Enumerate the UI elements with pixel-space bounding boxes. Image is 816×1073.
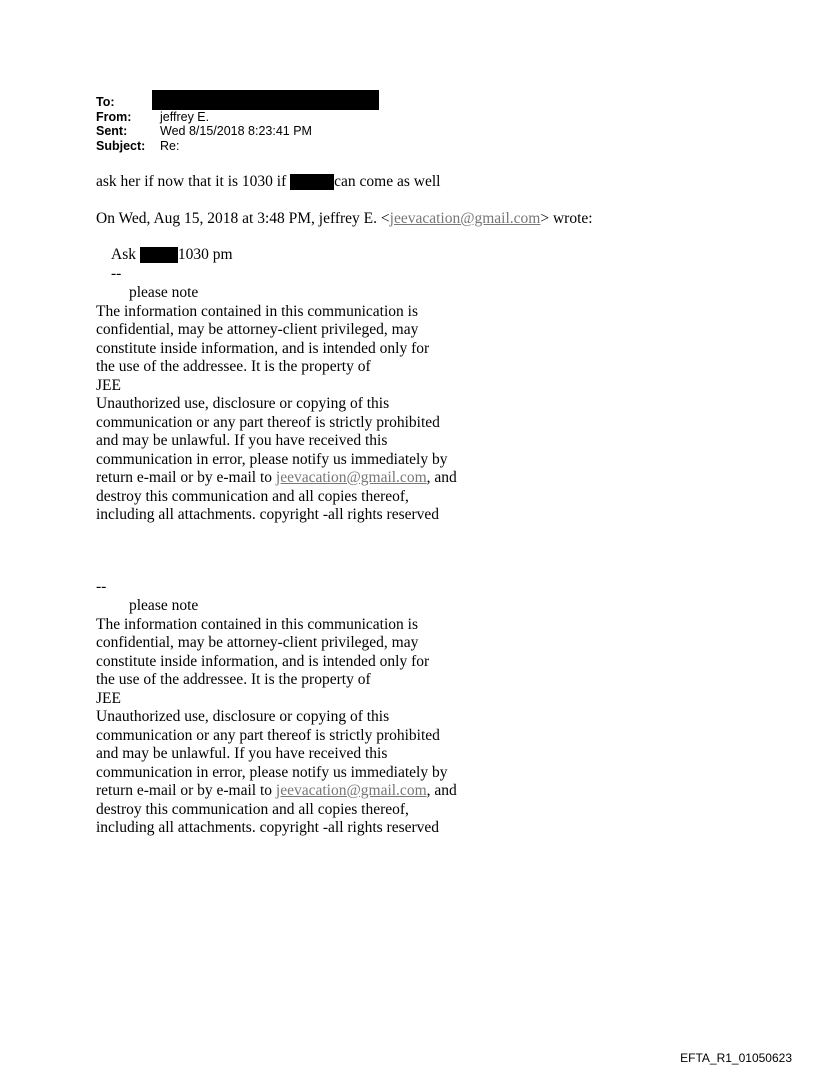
disclaimer-line: communication or any part thereof is strictly prohibited	[96, 413, 440, 431]
disclaimer-line: communication in error, please notify us immediately by	[96, 450, 448, 468]
disclaimer-line: confidential, may be attorney-client privileged, may	[96, 321, 419, 338]
disclaimer-line: Unauthorized use, disclosure or copying of this	[96, 395, 390, 412]
disclaimer-line: Unauthorized use, disclosure or copying of this	[96, 708, 390, 725]
disclaimer-email-link[interactable]: jeevacation@gmail.com	[275, 469, 427, 486]
quoted-text-before: Ask	[111, 246, 136, 263]
to-label: To:	[96, 95, 115, 109]
document-id: EFTA_R1_01050623	[680, 1051, 792, 1065]
subject-value: Re:	[160, 138, 180, 153]
disclaimer-line: constitute inside information, and is intended only for	[96, 339, 430, 357]
reply-redaction	[290, 174, 334, 190]
signature-separator: --	[96, 578, 107, 595]
quoted-text-after: 1030 pm	[177, 246, 233, 263]
disclaimer-line: destroy this communication and all copies thereof,	[96, 800, 409, 818]
from-label: From:	[96, 109, 132, 124]
reply-text-after: can come as well	[334, 173, 441, 190]
subject-label: Subject:	[96, 138, 146, 153]
disclaimer-line: confidential, may be attorney-client privileged, may	[96, 634, 419, 651]
quote-intro-before: On Wed, Aug 15, 2018 at 3:48 PM, jeffrey E. <	[96, 210, 390, 227]
to-redaction	[152, 90, 379, 110]
disclaimer-email-link[interactable]: jeevacation@gmail.com	[275, 782, 427, 799]
disclaimer-line: including all attachments. copyright -all rights reserved	[96, 506, 440, 523]
quoted-separator: --	[111, 265, 122, 282]
disclaimer-note: please note	[129, 284, 199, 301]
from-row	[96, 110, 312, 125]
quoted-message	[111, 246, 233, 264]
disclaimer-line: the use of the addressee. It is the property of	[96, 358, 371, 375]
disclaimer-line: and may be unlawful. If you have received this	[96, 745, 388, 762]
disclaimer-line: The information contained in this communication is	[96, 615, 418, 633]
disclaimer-line: constitute inside information, and is intended only for	[96, 652, 430, 670]
disclaimer-line: JEE	[96, 689, 121, 707]
from-value: jeffrey E.	[160, 109, 210, 124]
disclaimer-line: communication in error, please notify us immediately by	[96, 763, 448, 781]
reply-line	[96, 173, 440, 191]
sent-row	[96, 124, 312, 139]
disclaimer-note: please note	[129, 597, 199, 614]
disclaimer-line: communication or any part thereof is strictly prohibited	[96, 726, 440, 744]
disclaimer-line: JEE	[96, 376, 121, 394]
reply-text-before: ask her if now that it is 1030 if	[96, 173, 287, 190]
disclaimer-line: The information contained in this communication is	[96, 302, 418, 320]
disclaimer-email-line: return e-mail or by e-mail to jeevacation@gmail.com, and	[96, 782, 457, 799]
quoted-redaction	[140, 247, 178, 263]
disclaimer-line: the use of the addressee. It is the property of	[96, 671, 371, 688]
quote-intro	[96, 210, 593, 228]
quote-intro-after: > wrote:	[540, 210, 593, 227]
disclaimer-block-1	[96, 284, 476, 525]
disclaimer-block-2	[96, 597, 476, 838]
disclaimer-email-line: return e-mail or by e-mail to jeevacation@gmail.com, and	[96, 469, 457, 486]
disclaimer-line: including all attachments. copyright -all rights reserved	[96, 819, 440, 836]
quote-intro-email-link[interactable]: jeevacation@gmail.com	[389, 210, 541, 227]
disclaimer-line: destroy this communication and all copies thereof,	[96, 487, 409, 505]
subject-row	[96, 139, 312, 154]
sent-label: Sent:	[96, 124, 128, 138]
sent-value: Wed 8/15/2018 8:23:41 PM	[160, 124, 312, 138]
disclaimer-line: and may be unlawful. If you have received this	[96, 432, 388, 449]
